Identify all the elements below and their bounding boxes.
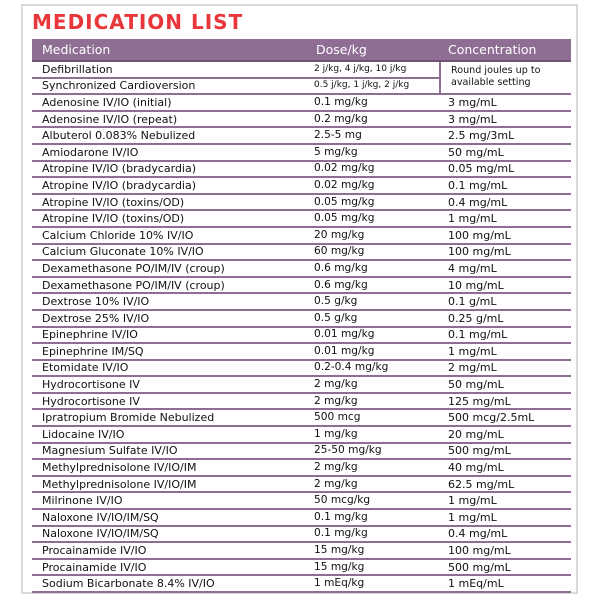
dose-cell: 2 mg/kg [306, 476, 440, 493]
table-row [32, 575, 571, 592]
concentration-cell: 40 mg/mL [440, 459, 571, 476]
dose-cell: 5 mg/kg [306, 144, 440, 161]
energy-note-line: Round joules up to [451, 65, 541, 76]
medication-cell: Naloxone IV/IO/IM/SQ [32, 526, 306, 543]
dose-cell: 50 mcg/kg [306, 492, 440, 509]
concentration-cell: 0.25 g/mL [440, 310, 571, 327]
medication-cell: Synchronized Cardioversion [32, 78, 306, 95]
column-header-concentration: Concentration [440, 39, 571, 61]
table-row [32, 343, 571, 360]
energy-note-line: available setting [451, 77, 531, 88]
medication-cell: Methylprednisolone IV/IO/IM [32, 476, 306, 493]
medication-cell: Atropine IV/IO (bradycardia) [32, 177, 306, 194]
table-row [32, 61, 571, 78]
concentration-cell: 1 mg/mL [440, 210, 571, 227]
medication-cell: Etomidate IV/IO [32, 360, 306, 377]
table-row [32, 327, 571, 344]
medication-cell: Naloxone IV/IO/IM/SQ [32, 509, 306, 526]
medication-cell: Amiodarone IV/IO [32, 144, 306, 161]
page-title: MEDICATION LIST [32, 10, 244, 34]
table-header-row [32, 39, 571, 61]
column-header-medication: Medication [32, 39, 306, 61]
concentration-cell: 500 mg/mL [440, 443, 571, 460]
dose-cell: 0.1 mg/kg [306, 526, 440, 543]
medication-cell: Milrinone IV/IO [32, 492, 306, 509]
medication-cell: Epinephrine IV/IO [32, 327, 306, 344]
dose-cell: 60 mg/kg [306, 244, 440, 261]
dose-cell: 2 j/kg, 4 j/kg, 10 j/kg [306, 61, 440, 78]
concentration-cell: 0.4 mg/mL [440, 526, 571, 543]
concentration-cell: 10 mg/mL [440, 277, 571, 294]
dose-cell: 0.02 mg/kg [306, 161, 440, 178]
medication-cell: Hydrocortisone IV [32, 393, 306, 410]
concentration-cell: 50 mg/mL [440, 376, 571, 393]
medication-cell: Hydrocortisone IV [32, 376, 306, 393]
medication-table [32, 39, 571, 593]
dose-cell: 0.6 mg/kg [306, 260, 440, 277]
table-row [32, 559, 571, 576]
medication-cell: Dextrose 10% IV/IO [32, 293, 306, 310]
concentration-cell: 50 mg/mL [440, 144, 571, 161]
concentration-cell: 3 mg/mL [440, 111, 571, 128]
dose-cell: 0.5 g/kg [306, 310, 440, 327]
table-row [32, 244, 571, 261]
table-row [32, 260, 571, 277]
medication-cell: Defibrillation [32, 61, 306, 78]
table-row [32, 177, 571, 194]
table-row [32, 542, 571, 559]
table-row [32, 161, 571, 178]
table-row [32, 409, 571, 426]
concentration-cell: 3 mg/mL [440, 94, 571, 111]
medication-cell: Dexamethasone PO/IM/IV (croup) [32, 260, 306, 277]
table-row [32, 492, 571, 509]
medication-cell: Calcium Gluconate 10% IV/IO [32, 244, 306, 261]
concentration-cell: 125 mg/mL [440, 393, 571, 410]
concentration-cell: 100 mg/mL [440, 542, 571, 559]
concentration-cell: 1 mg/mL [440, 492, 571, 509]
medication-cell: Albuterol 0.083% Nebulized [32, 127, 306, 144]
table-row [32, 127, 571, 144]
dose-cell: 1 mg/kg [306, 426, 440, 443]
table-row [32, 210, 571, 227]
table-row [32, 360, 571, 377]
table-row [32, 194, 571, 211]
concentration-cell: 0.4 mg/mL [440, 194, 571, 211]
medication-cell: Dexamethasone PO/IM/IV (croup) [32, 277, 306, 294]
dose-cell: 2.5-5 mg [306, 127, 440, 144]
dose-cell: 0.05 mg/kg [306, 210, 440, 227]
dose-cell: 2 mg/kg [306, 376, 440, 393]
table-row [32, 277, 571, 294]
medication-cell: Lidocaine IV/IO [32, 426, 306, 443]
concentration-cell: 0.1 mg/mL [440, 327, 571, 344]
dose-cell: 0.6 mg/kg [306, 277, 440, 294]
table-row [32, 509, 571, 526]
dose-cell: 0.02 mg/kg [306, 177, 440, 194]
concentration-cell: 100 mg/mL [440, 227, 571, 244]
concentration-cell: 1 mg/mL [440, 509, 571, 526]
dose-cell: 20 mg/kg [306, 227, 440, 244]
medication-cell: Sodium Bicarbonate 8.4% IV/IO [32, 575, 306, 592]
table-row [32, 310, 571, 327]
dose-cell: 1 mEq/kg [306, 575, 440, 592]
concentration-cell: 4 mg/mL [440, 260, 571, 277]
energy-note-cell [440, 61, 571, 94]
medication-cell: Adenosine IV/IO (initial) [32, 94, 306, 111]
medication-cell: Atropine IV/IO (bradycardia) [32, 161, 306, 178]
medication-cell: Dextrose 25% IV/IO [32, 310, 306, 327]
dose-cell: 15 mg/kg [306, 559, 440, 576]
concentration-cell: 500 mcg/2.5mL [440, 409, 571, 426]
medication-cell: Magnesium Sulfate IV/IO [32, 443, 306, 460]
medication-cell: Ipratropium Bromide Nebulized [32, 409, 306, 426]
dose-cell: 0.1 mg/kg [306, 94, 440, 111]
concentration-cell: 1 mEq/mL [440, 575, 571, 592]
table-row [32, 393, 571, 410]
dose-cell: 0.01 mg/kg [306, 327, 440, 344]
dose-cell: 15 mg/kg [306, 542, 440, 559]
table-row [32, 111, 571, 128]
concentration-cell: 62.5 mg/mL [440, 476, 571, 493]
medication-cell: Procainamide IV/IO [32, 559, 306, 576]
dose-cell: 500 mcg [306, 409, 440, 426]
dose-cell: 0.5 g/kg [306, 293, 440, 310]
medication-cell: Procainamide IV/IO [32, 542, 306, 559]
concentration-cell: 0.1 g/mL [440, 293, 571, 310]
concentration-cell: 0.05 mg/mL [440, 161, 571, 178]
table-row [32, 459, 571, 476]
medication-cell: Adenosine IV/IO (repeat) [32, 111, 306, 128]
column-header-dose: Dose/kg [306, 39, 440, 61]
concentration-cell: 100 mg/mL [440, 244, 571, 261]
dose-cell: 0.2-0.4 mg/kg [306, 360, 440, 377]
dose-cell: 0.5 j/kg, 1 j/kg, 2 j/kg [306, 78, 440, 95]
medication-cell: Calcium Chloride 10% IV/IO [32, 227, 306, 244]
table-row [32, 526, 571, 543]
dose-cell: 2 mg/kg [306, 459, 440, 476]
dose-cell: 0.01 mg/kg [306, 343, 440, 360]
dose-cell: 0.2 mg/kg [306, 111, 440, 128]
table-row [32, 94, 571, 111]
table-row [32, 293, 571, 310]
medication-cell: Epinephrine IM/SQ [32, 343, 306, 360]
concentration-cell: 500 mg/mL [440, 559, 571, 576]
dose-cell: 25-50 mg/kg [306, 443, 440, 460]
concentration-cell: 2 mg/mL [440, 360, 571, 377]
medication-cell: Atropine IV/IO (toxins/OD) [32, 194, 306, 211]
dose-cell: 2 mg/kg [306, 393, 440, 410]
concentration-cell: 20 mg/mL [440, 426, 571, 443]
table-row [32, 227, 571, 244]
concentration-cell: 1 mg/mL [440, 343, 571, 360]
dose-cell: 0.05 mg/kg [306, 194, 440, 211]
table-row [32, 476, 571, 493]
concentration-cell: 0.1 mg/mL [440, 177, 571, 194]
table-row [32, 376, 571, 393]
concentration-cell: 2.5 mg/3mL [440, 127, 571, 144]
medication-cell: Methylprednisolone IV/IO/IM [32, 459, 306, 476]
table-row [32, 443, 571, 460]
table-row [32, 144, 571, 161]
medication-cell: Atropine IV/IO (toxins/OD) [32, 210, 306, 227]
dose-cell: 0.1 mg/kg [306, 509, 440, 526]
table-row [32, 426, 571, 443]
